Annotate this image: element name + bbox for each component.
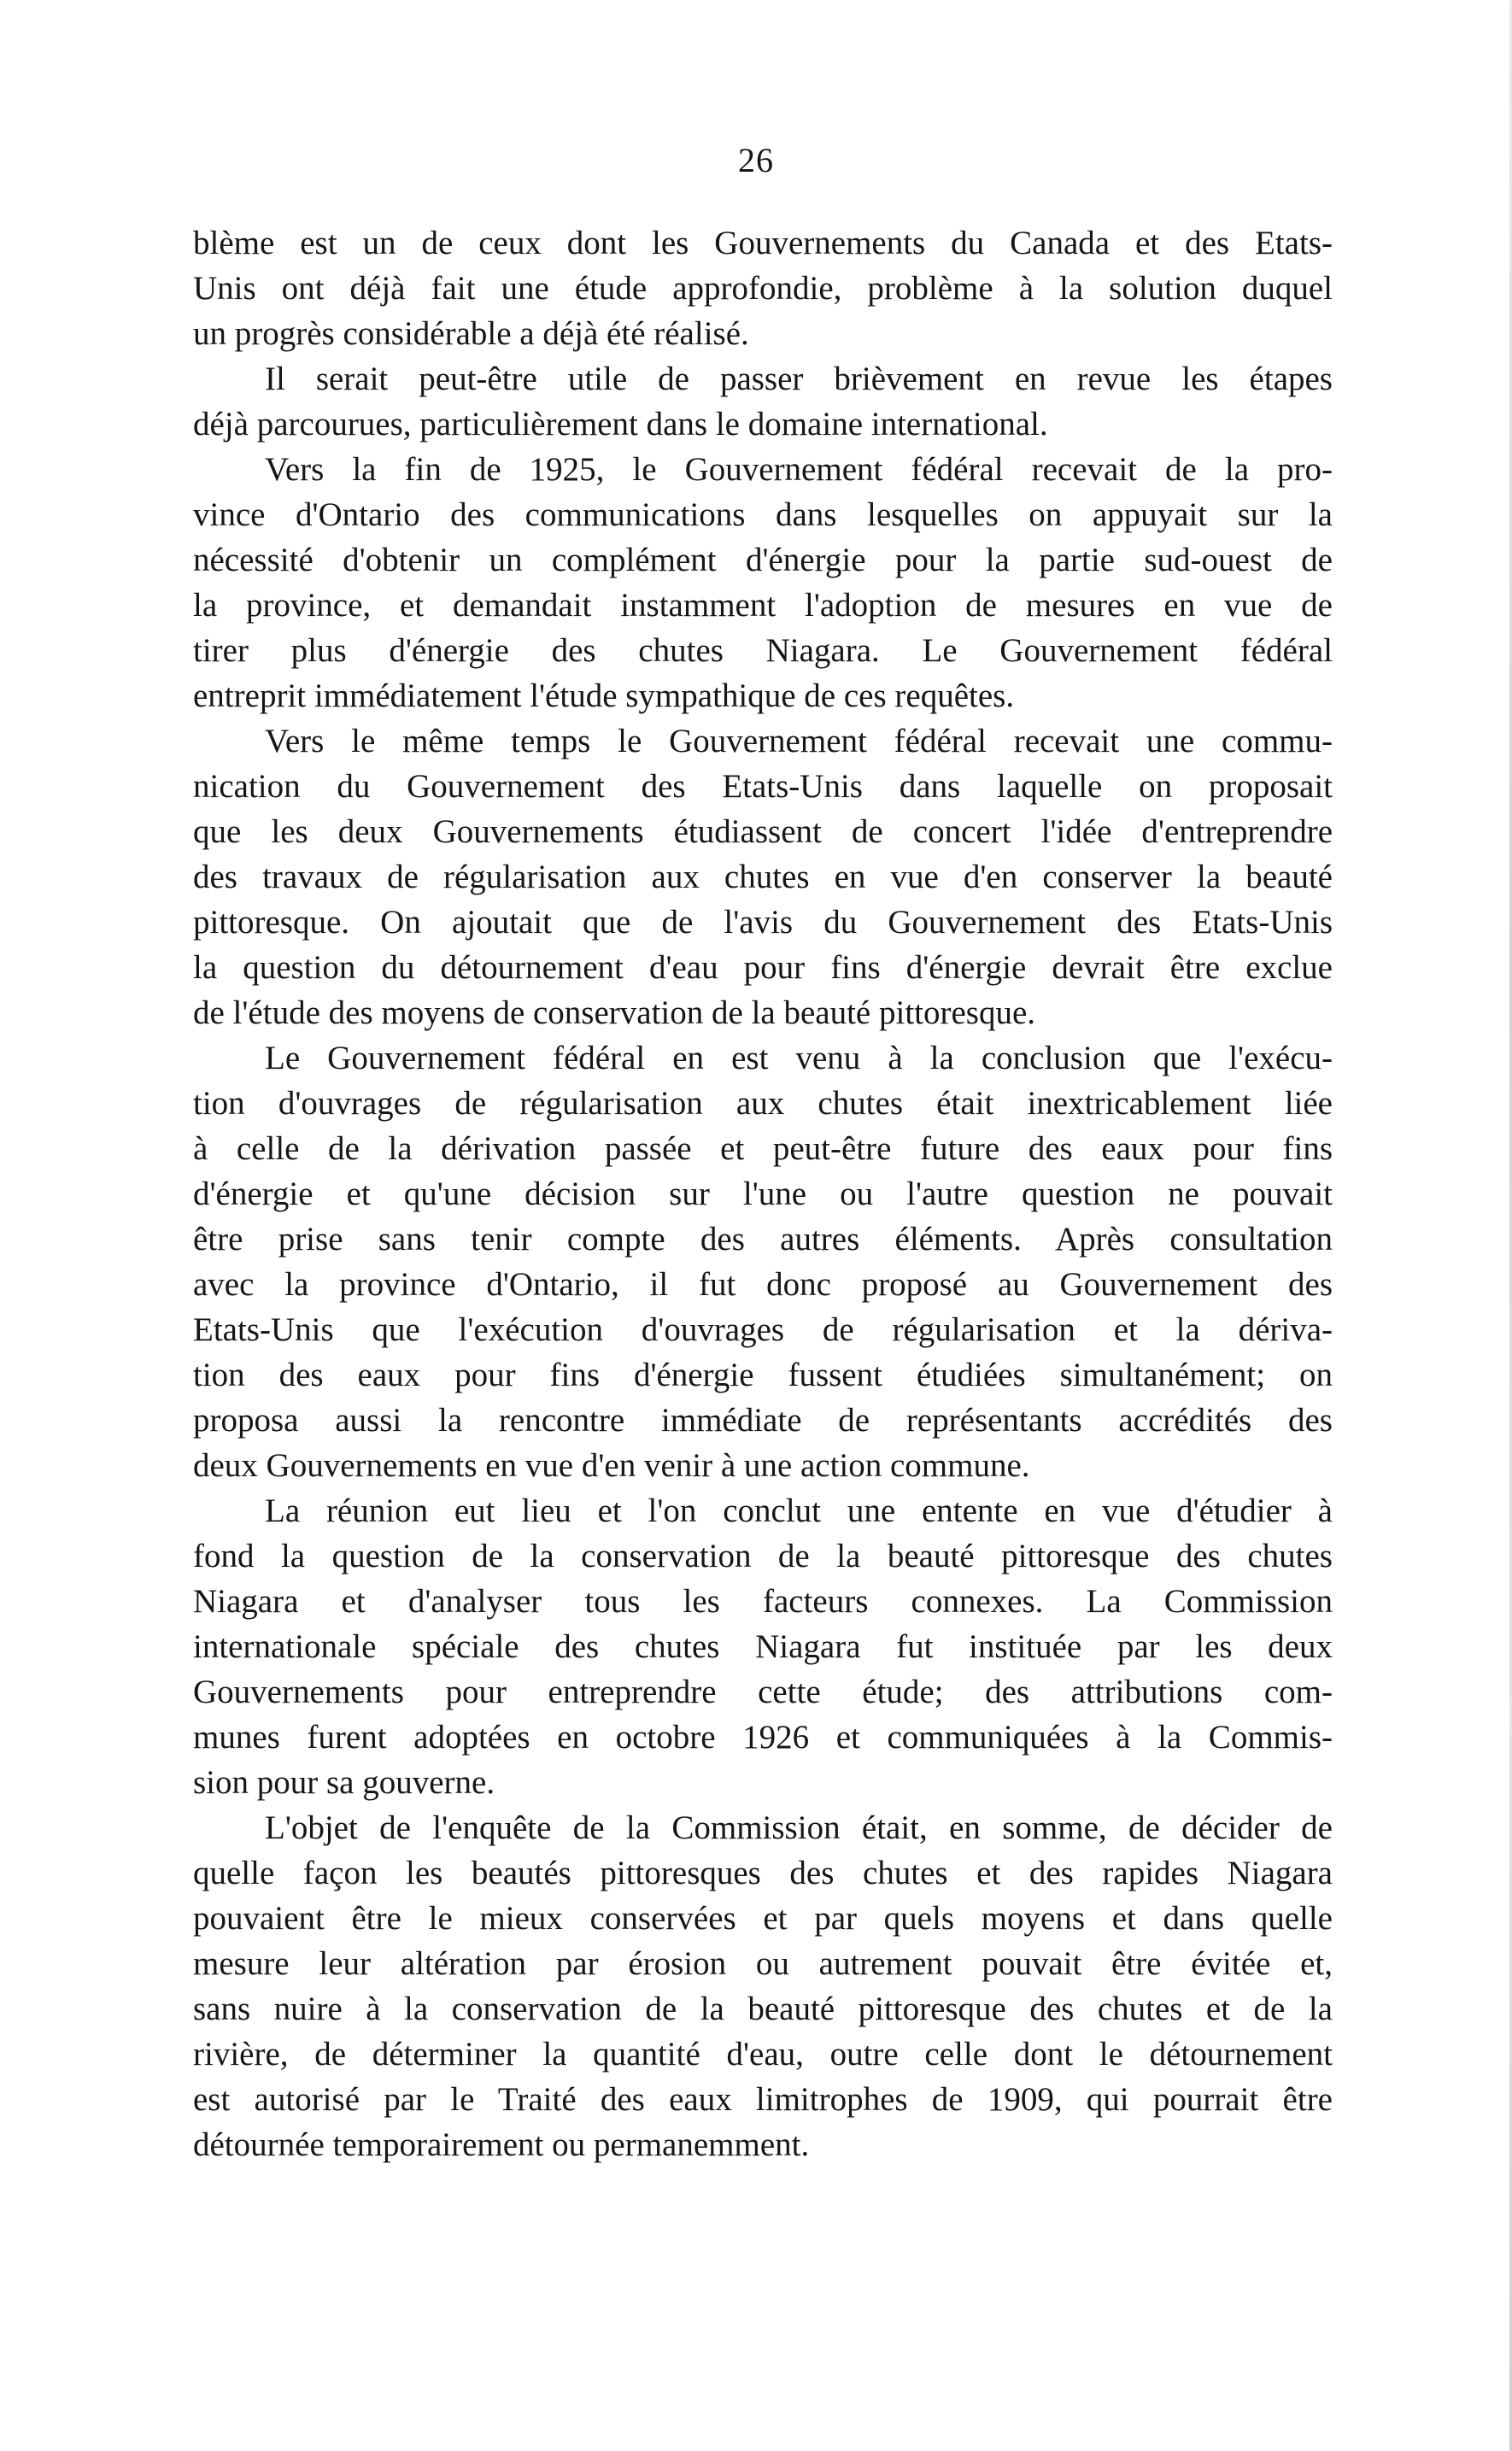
- text-line: pouvaient être le mieux conservées et par quels moyens et dans quelle: [193, 1900, 1333, 1937]
- text-line: avec la province d'Ontario, il fut donc proposé au Gouvernement des: [193, 1266, 1333, 1303]
- text-line: entreprit immédiatement l'étude sympathique de ces requêtes.: [193, 677, 1015, 714]
- text-line: nécessité d'obtenir un complément d'énergie pour la partie sud-ouest de: [193, 542, 1333, 578]
- text-line: tion d'ouvrages de régularisation aux chutes était inextricablement liée: [193, 1085, 1333, 1122]
- text-line: Gouvernements pour entreprendre cette étude; des attributions com-: [193, 1674, 1333, 1710]
- text-line: un progrès considérable a déjà été réalisé.: [193, 315, 749, 352]
- text-line: de l'étude des moyens de conservation de la beauté pittoresque.: [193, 994, 1036, 1031]
- text-line: que les deux Gouvernements étudiassent de concert l'idée d'entreprendre: [193, 813, 1333, 850]
- paragraph: [193, 1488, 1333, 1805]
- paragraph: [193, 1805, 1333, 2167]
- text-line: tion des eaux pour fins d'énergie fussent étudiées simultanément; on: [193, 1357, 1333, 1393]
- text-line: Vers la fin de 1925, le Gouvernement fédéral recevait de la pro-: [265, 451, 1333, 488]
- text-line: vince d'Ontario des communications dans lesquelles on appuyait sur la: [193, 496, 1333, 533]
- text-line: la question du détournement d'eau pour fins d'énergie devrait être exclue: [193, 949, 1333, 986]
- text-line: des travaux de régularisation aux chutes en vue d'en conserver la beauté: [193, 859, 1333, 895]
- body-text: [193, 220, 1333, 2167]
- text-line: blème est un de ceux dont les Gouvernements du Canada et des Etats-: [193, 225, 1333, 261]
- text-line: Unis ont déjà fait une étude approfondie, problème à la solution duquel: [193, 270, 1333, 307]
- text-line: quelle façon les beautés pittoresques des chutes et des rapides Niagara: [193, 1855, 1333, 1891]
- text-line: sion pour sa gouverne.: [193, 1764, 495, 1801]
- page-number: 26: [738, 141, 774, 179]
- text-line: la province, et demandait instamment l'adoption de mesures en vue de: [193, 587, 1333, 624]
- text-line: Il serait peut-être utile de passer brièvement en revue les étapes: [265, 361, 1333, 397]
- text-line: à celle de la dérivation passée et peut-être future des eaux pour fins: [193, 1130, 1333, 1167]
- text-line: déjà parcourues, particulièrement dans le domaine international.: [193, 406, 1048, 443]
- text-line: Niagara et d'analyser tous les facteurs connexes. La Commission: [193, 1583, 1333, 1620]
- paragraph: [193, 447, 1333, 718]
- text-line: La réunion eut lieu et l'on conclut une entente en vue d'étudier à: [265, 1492, 1333, 1529]
- text-line: est autorisé par le Traité des eaux limitrophes de 1909, qui pourrait être: [193, 2081, 1333, 2118]
- text-line: rivière, de déterminer la quantité d'eau, outre celle dont le détournement: [193, 2036, 1333, 2073]
- text-line: fond la question de la conservation de la beauté pittoresque des chutes: [193, 1538, 1333, 1574]
- text-line: mesure leur altération par érosion ou autrement pouvait être évitée et,: [193, 1945, 1333, 1982]
- text-line: être prise sans tenir compte des autres éléments. Après consultation: [193, 1221, 1333, 1258]
- paragraph: [193, 718, 1333, 1035]
- text-line: deux Gouvernements en vue d'en venir à une action commune.: [193, 1447, 1030, 1484]
- text-line: Vers le même temps le Gouvernement fédéral recevait une commu-: [265, 723, 1333, 759]
- text-line: pittoresque. On ajoutait que de l'avis du Gouvernement des Etats-Unis: [193, 904, 1333, 941]
- paragraph: [193, 220, 1333, 356]
- text-line: munes furent adoptées en octobre 1926 et communiquées à la Commis-: [193, 1719, 1333, 1756]
- text-line: nication du Gouvernement des Etats-Unis dans laquelle on proposait: [193, 768, 1333, 805]
- text-line: détournée temporairement ou permanemment.: [193, 2126, 810, 2163]
- text-line: proposa aussi la rencontre immédiate de représentants accrédités des: [193, 1402, 1333, 1439]
- paragraph: [193, 356, 1333, 447]
- text-line: L'objet de l'enquête de la Commission était, en somme, de décider de: [265, 1809, 1333, 1846]
- text-line: d'énergie et qu'une décision sur l'une ou l'autre question ne pouvait: [193, 1176, 1333, 1212]
- text-line: internationale spéciale des chutes Niagara fut instituée par les deux: [193, 1628, 1333, 1665]
- paragraph: [193, 1035, 1333, 1488]
- text-line: Etats-Unis que l'exécution d'ouvrages de régularisation et la dériva-: [193, 1311, 1333, 1348]
- text-line: Le Gouvernement fédéral en est venu à la conclusion que l'exécu-: [265, 1040, 1333, 1076]
- text-line: tirer plus d'énergie des chutes Niagara. Le Gouvernement fédéral: [193, 632, 1333, 669]
- text-line: sans nuire à la conservation de la beauté pittoresque des chutes et de la: [193, 1991, 1333, 2027]
